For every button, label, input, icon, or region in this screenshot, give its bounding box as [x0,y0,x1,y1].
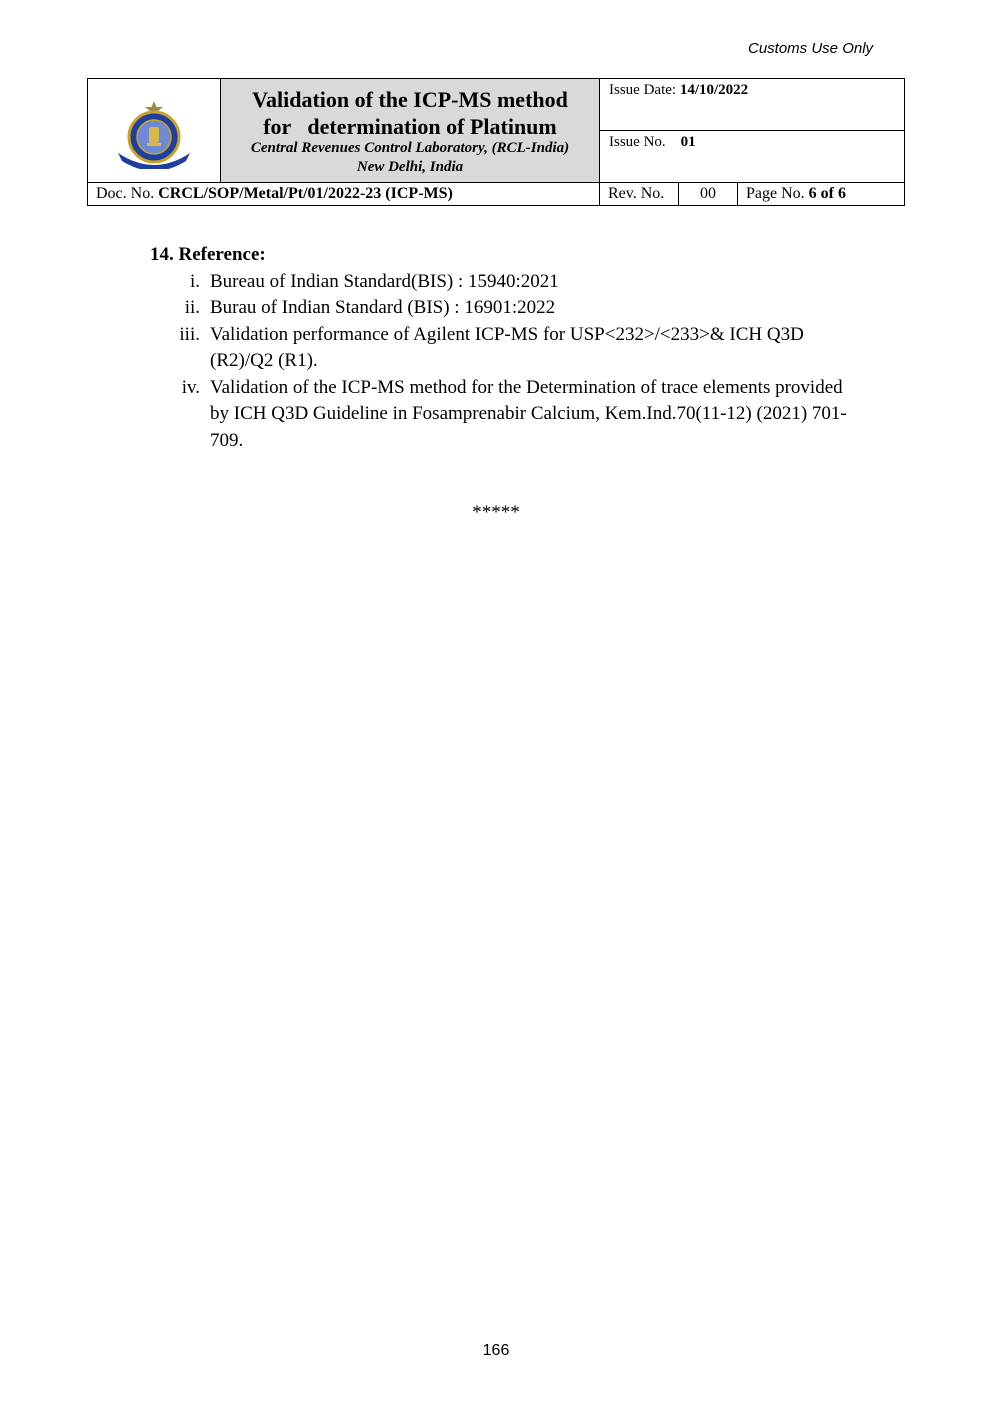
issue-date-value: 14/10/2022 [679,82,749,98]
reference-number: i. [189,270,200,292]
page-no-value: 6 of 6 [808,185,846,202]
issue-no-value: 01 [680,134,696,150]
reference-list [150,269,860,455]
issue-date-cell [600,79,905,131]
reference-text: Validation performance of Agilent ICP-MS for USP<232>/<233>& ICH Q3D (R2)/Q2 (R1). [210,323,804,371]
reference-heading: 14. Reference: [150,244,266,265]
reference-text: Validation of the ICP-MS method for the Determination of trace elements provided by ICH Q3D Guideline in Fosamprenabir Calcium, Kem.Ind.70(11-12) (2021) 701-709. [210,376,847,451]
list-item [150,322,860,375]
document-title-line1: Validation of the ICP-MS method [252,86,568,112]
customs-use-only-note: Customs Use Only [748,40,874,57]
page-no-cell [738,183,905,206]
page-no-label: Page No. [746,185,805,202]
list-item [150,269,860,296]
reference-number: iv. [181,376,200,398]
issue-date-label: Issue Date: [609,82,677,98]
end-marker: ***** [472,502,520,523]
doc-no-cell [88,183,600,206]
document-title-line2: for determination of Platinum [263,113,557,139]
list-item [150,375,860,455]
reference-number: ii. [184,297,200,318]
doc-no-label: Doc. No. [96,185,155,202]
page-number: 166 [482,1342,510,1359]
reference-text: Bureau of Indian Standard(BIS) : 15940:2021 [210,270,559,292]
lab-name: Central Revenues Control Laboratory, (RCL-India) [250,139,570,156]
customs-emblem-icon [114,101,194,169]
list-item [150,295,860,322]
logo-cell [88,79,221,183]
reference-number: iii. [179,323,200,345]
issue-no-cell [600,131,905,183]
rev-no-label: Rev. No. [600,183,679,206]
reference-section [150,242,860,454]
reference-text: Burau of Indian Standard (BIS) : 16901:2022 [210,297,556,318]
lab-location: New Delhi, India [356,158,464,175]
rev-no-value: 00 [679,183,738,206]
issue-no-label: Issue No. [609,134,666,150]
doc-no-value: CRCL/SOP/Metal/Pt/01/2022-23 (ICP-MS) [158,185,453,202]
title-cell [221,79,600,183]
document-header-table [87,78,905,206]
